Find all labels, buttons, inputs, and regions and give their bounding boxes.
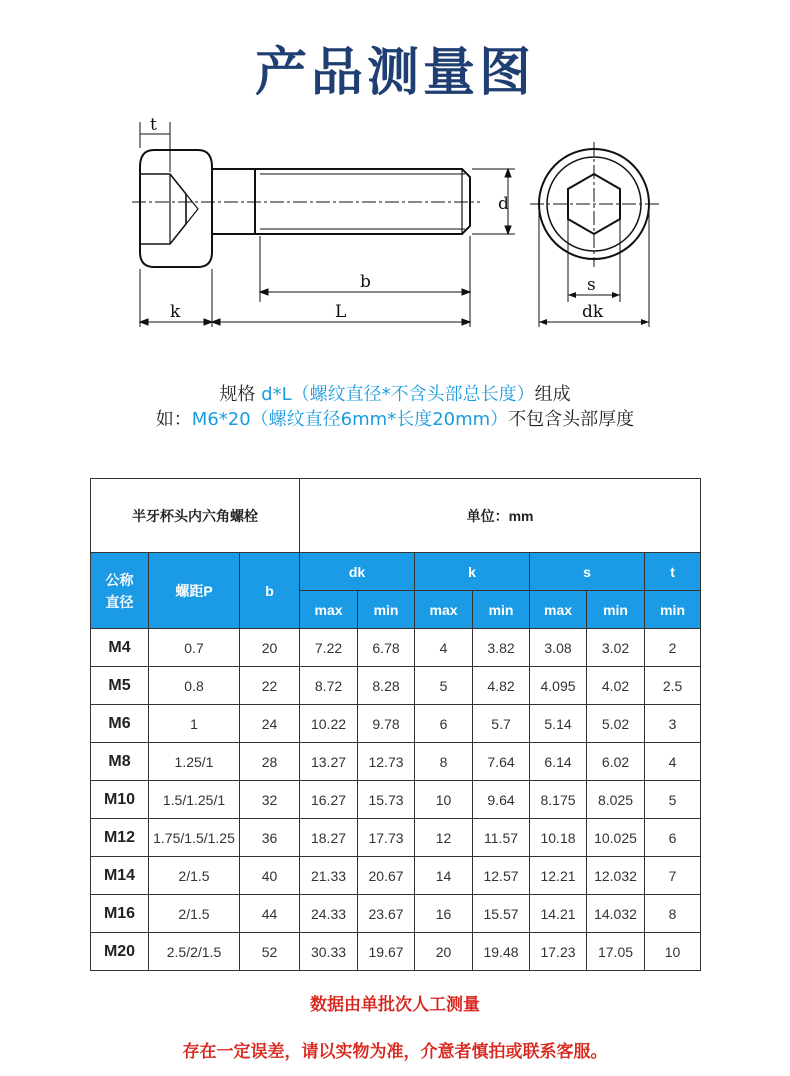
- value-cell: 8.175: [530, 781, 587, 819]
- header-s-max: max: [530, 591, 587, 629]
- label-b: b: [360, 272, 371, 292]
- value-cell: 15.73: [358, 781, 415, 819]
- label-s: s: [587, 275, 596, 295]
- value-cell: 32: [240, 781, 300, 819]
- value-cell: 1.25/1: [149, 743, 240, 781]
- header-t-min: min: [645, 591, 701, 629]
- value-cell: 14.21: [530, 895, 587, 933]
- spec-line-1: [0, 380, 790, 406]
- size-cell: M4: [91, 629, 149, 667]
- size-cell: M8: [91, 743, 149, 781]
- value-cell: 12.57: [473, 857, 530, 895]
- value-cell: 21.33: [300, 857, 358, 895]
- table-row: [91, 895, 701, 933]
- value-cell: 12.032: [587, 857, 645, 895]
- table-body: [91, 629, 701, 971]
- size-cell: M14: [91, 857, 149, 895]
- value-cell: 4.095: [530, 667, 587, 705]
- value-cell: 3.02: [587, 629, 645, 667]
- table-row: [91, 629, 701, 667]
- header-dk: dk: [300, 553, 415, 591]
- value-cell: 14: [415, 857, 473, 895]
- screw-head-side: [140, 150, 212, 267]
- label-dk: dk: [582, 302, 604, 322]
- value-cell: 5.14: [530, 705, 587, 743]
- header-row-1: [91, 553, 701, 591]
- value-cell: 8: [645, 895, 701, 933]
- screw-measurement-diagram: [120, 112, 660, 337]
- value-cell: 6.78: [358, 629, 415, 667]
- value-cell: 28: [240, 743, 300, 781]
- value-cell: 12.73: [358, 743, 415, 781]
- value-cell: 16.27: [300, 781, 358, 819]
- value-cell: 1: [149, 705, 240, 743]
- value-cell: 2.5: [645, 667, 701, 705]
- spec-line-2-highlight: M6*20（螺纹直径6mm*长度20mm）: [191, 409, 509, 430]
- value-cell: 14.032: [587, 895, 645, 933]
- spec-line-2: [0, 405, 790, 431]
- value-cell: 10: [645, 933, 701, 971]
- value-cell: 15.57: [473, 895, 530, 933]
- spec-line-2-prefix: 如：: [155, 409, 192, 430]
- value-cell: 8.28: [358, 667, 415, 705]
- note-line-1: 数据由单批次人工测量: [310, 995, 480, 1015]
- header-k: k: [415, 553, 530, 591]
- size-cell: M12: [91, 819, 149, 857]
- table-row: [91, 933, 701, 971]
- table-title-row: [91, 479, 701, 553]
- value-cell: 20: [415, 933, 473, 971]
- value-cell: 12: [415, 819, 473, 857]
- value-cell: 5.02: [587, 705, 645, 743]
- header-b: b: [240, 553, 300, 629]
- value-cell: 22: [240, 667, 300, 705]
- header-t: t: [645, 553, 701, 591]
- value-cell: 5: [415, 667, 473, 705]
- value-cell: 24: [240, 705, 300, 743]
- value-cell: 52: [240, 933, 300, 971]
- value-cell: 17.05: [587, 933, 645, 971]
- value-cell: 7: [645, 857, 701, 895]
- value-cell: 1.75/1.5/1.25: [149, 819, 240, 857]
- dimension-table: [90, 478, 701, 971]
- value-cell: 8: [415, 743, 473, 781]
- value-cell: 3.08: [530, 629, 587, 667]
- label-d: d: [498, 194, 509, 214]
- size-cell: M10: [91, 781, 149, 819]
- value-cell: 2: [645, 629, 701, 667]
- value-cell: 44: [240, 895, 300, 933]
- size-cell: M20: [91, 933, 149, 971]
- table-row: [91, 743, 701, 781]
- product-name: 半牙杯头内六角螺栓: [91, 479, 300, 553]
- value-cell: 6: [415, 705, 473, 743]
- value-cell: 7.64: [473, 743, 530, 781]
- header-pitch: 螺距P: [149, 553, 240, 629]
- header-dk-max: max: [300, 591, 358, 629]
- value-cell: 6: [645, 819, 701, 857]
- value-cell: 11.57: [473, 819, 530, 857]
- note-line-2: 存在一定误差，请以实物为准，介意者慎拍或联系客服。: [182, 1042, 608, 1062]
- header-size: 公称直径: [91, 553, 149, 629]
- value-cell: 16: [415, 895, 473, 933]
- value-cell: 7.22: [300, 629, 358, 667]
- label-t: t: [150, 115, 157, 135]
- value-cell: 6.02: [587, 743, 645, 781]
- spec-line-2-suffix: 不包含头部厚度: [508, 409, 635, 430]
- size-cell: M16: [91, 895, 149, 933]
- value-cell: 30.33: [300, 933, 358, 971]
- header-k-max: max: [415, 591, 473, 629]
- value-cell: 13.27: [300, 743, 358, 781]
- value-cell: 5: [645, 781, 701, 819]
- table-row: [91, 705, 701, 743]
- value-cell: 2/1.5: [149, 857, 240, 895]
- value-cell: 5.7: [473, 705, 530, 743]
- header-k-min: min: [473, 591, 530, 629]
- value-cell: 2/1.5: [149, 895, 240, 933]
- table-row: [91, 667, 701, 705]
- page-title: 产品测量图: [254, 43, 535, 103]
- value-cell: 0.7: [149, 629, 240, 667]
- value-cell: 18.27: [300, 819, 358, 857]
- value-cell: 9.64: [473, 781, 530, 819]
- spec-line-1-highlight: d*L（螺纹直径*不含头部总长度）: [261, 384, 535, 405]
- unit-label: 单位：mm: [300, 479, 701, 553]
- value-cell: 9.78: [358, 705, 415, 743]
- value-cell: 12.21: [530, 857, 587, 895]
- value-cell: 36: [240, 819, 300, 857]
- header-dk-min: min: [358, 591, 415, 629]
- value-cell: 1.5/1.25/1: [149, 781, 240, 819]
- value-cell: 10.18: [530, 819, 587, 857]
- value-cell: 10.025: [587, 819, 645, 857]
- table-row: [91, 857, 701, 895]
- value-cell: 8.025: [587, 781, 645, 819]
- value-cell: 17.23: [530, 933, 587, 971]
- header-s-min: min: [587, 591, 645, 629]
- spec-line-1-suffix: 组成: [534, 384, 571, 405]
- spec-line-1-prefix: 规格: [219, 384, 262, 405]
- value-cell: 2.5/2/1.5: [149, 933, 240, 971]
- value-cell: 23.67: [358, 895, 415, 933]
- value-cell: 8.72: [300, 667, 358, 705]
- size-cell: M5: [91, 667, 149, 705]
- value-cell: 19.48: [473, 933, 530, 971]
- value-cell: 24.33: [300, 895, 358, 933]
- value-cell: 10.22: [300, 705, 358, 743]
- value-cell: 4.82: [473, 667, 530, 705]
- value-cell: 4: [645, 743, 701, 781]
- label-k: k: [170, 302, 181, 322]
- value-cell: 4.02: [587, 667, 645, 705]
- table-row: [91, 819, 701, 857]
- value-cell: 40: [240, 857, 300, 895]
- value-cell: 10: [415, 781, 473, 819]
- value-cell: 4: [415, 629, 473, 667]
- value-cell: 17.73: [358, 819, 415, 857]
- size-cell: M6: [91, 705, 149, 743]
- value-cell: 6.14: [530, 743, 587, 781]
- value-cell: 20: [240, 629, 300, 667]
- value-cell: 19.67: [358, 933, 415, 971]
- value-cell: 3.82: [473, 629, 530, 667]
- value-cell: 0.8: [149, 667, 240, 705]
- value-cell: 3: [645, 705, 701, 743]
- label-L: L: [335, 302, 347, 322]
- value-cell: 20.67: [358, 857, 415, 895]
- table-row: [91, 781, 701, 819]
- header-s: s: [530, 553, 645, 591]
